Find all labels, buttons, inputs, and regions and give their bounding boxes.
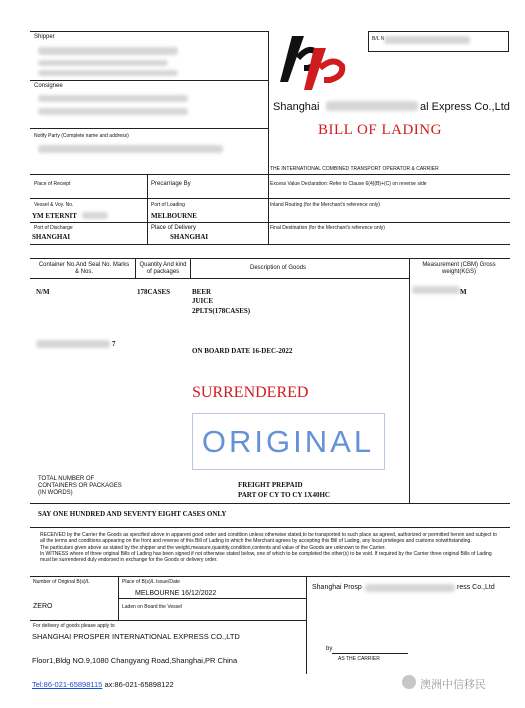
issue-place-value: MELBOURNE 16/12/2022 xyxy=(135,590,217,597)
transport-note: THE INTERNATIONAL COMBINED TRANSPORT OPERATOR & CARRIER xyxy=(270,166,439,172)
header-quantity: Quantity And kind of packages xyxy=(139,262,187,275)
doc-title: BILL OF LADING xyxy=(318,122,442,138)
notify-label: Notify Party (Complete name and address) xyxy=(34,133,129,139)
number-originals-label: Number of Original B(s)/L xyxy=(33,579,90,585)
signature-company-tail: ress Co.,Ltd xyxy=(457,584,495,591)
precarriage-label: Precarriage By xyxy=(151,181,191,187)
terms-paragraph-3: In WITNESS where of three original Bills of Lading has been signed if not otherwise stated below, one of which to be completed the other(s) to be void. If required by the Carrier three original Bills of Lading must be surrendered duly endorsed in exchange for the Goods or delivery order. xyxy=(40,550,492,564)
header-description: Description of Goods xyxy=(250,265,307,271)
issue-place-label: Place of B(s)/L Issue/Date xyxy=(122,579,180,585)
place-of-delivery-label: Place of Delivery xyxy=(151,225,197,231)
header-measurement: Measurement (CBM) Gross weight(KGS) xyxy=(422,262,496,275)
redacted-measurement xyxy=(412,286,460,294)
place-of-receipt-label: Place of Receipt xyxy=(34,181,71,187)
header-marks: Container No.And Seal No. Marks & Nos. xyxy=(38,262,130,275)
redacted-consignee xyxy=(38,95,188,102)
redacted-bl-no xyxy=(384,36,470,44)
original-stamp: ORIGINAL xyxy=(201,424,375,459)
measurement-tail: M xyxy=(460,288,467,296)
redacted-shipper-3 xyxy=(38,70,178,76)
place-of-delivery-value: SHANGHAI xyxy=(170,233,209,241)
terms-paragraph-1: RECEIVED by the Carrier the Goods as specified above in apparent good order and condition unless otherwise stated,to be transported to such place as agreed, authorized or permitted herein and subject to all the terms and conditions appearing on the front and reverse of this Bill of Lading to which the Merchant agrees by accepting this Bill of Lading, any local privileges and customs notwithstanding. xyxy=(40,532,497,545)
number-originals-value: ZERO xyxy=(33,603,53,610)
shipper-label: Shipper xyxy=(34,34,55,40)
redacted-signature-company xyxy=(365,584,455,592)
agent-contact xyxy=(32,680,174,689)
quantity-value: 178CASES xyxy=(137,288,171,296)
laden-label: Laden on Board the Vessel xyxy=(122,604,183,610)
delivery-apply-label: For delivery of goods please apply to xyxy=(33,623,115,629)
company-logo xyxy=(278,30,348,92)
excess-label: Excess Value Declaration: Refer to Clause 6(4)(B)+(C) on reverse side xyxy=(270,181,427,187)
redacted-shipper xyxy=(38,47,178,55)
terms-text xyxy=(40,532,500,563)
wechat-icon xyxy=(402,675,416,689)
total-packages-label: TOTAL NUMBER OF CONTAINERS OR PACKAGES (IN WORDS) xyxy=(38,476,122,496)
as-the-carrier-label: AS THE CARRIER xyxy=(338,656,380,662)
total-in-words: SAY ONE HUNDRED AND SEVENTY EIGHT CASES ONLY xyxy=(38,510,227,518)
redacted-consignee-2 xyxy=(38,108,188,115)
redacted-shipper-2 xyxy=(38,60,168,66)
description-line-2: JUICE xyxy=(192,297,214,305)
surrendered-stamp: SURRENDERED xyxy=(192,384,309,401)
company-name-tail: al Express Co.,Ltd xyxy=(420,101,510,113)
fax-number: ax:86-021-65898122 xyxy=(104,680,174,689)
company-name: Shanghai xyxy=(273,101,320,113)
freight-prepaid: FREIGHT PREPAID xyxy=(238,481,303,489)
redacted-vessel xyxy=(82,212,108,219)
by-label: by xyxy=(326,646,333,652)
port-of-loading-value: MELBOURNE xyxy=(151,212,197,220)
redacted-notify xyxy=(38,145,223,153)
agent-address: Floor1,Bldg NO.9,1080 Changyang Road,Shanghai,PR China xyxy=(32,656,238,665)
final-destination-label: Final Destination (for the Merchant's reference only) xyxy=(270,225,385,231)
inland-routing-label: Inland Routing (for the Merchant's reference only) xyxy=(270,202,380,208)
redacted-company xyxy=(326,101,418,111)
vessel-value: YM ETERNIT xyxy=(32,212,77,220)
port-of-discharge-value: SHANGHAI xyxy=(32,233,71,241)
redacted-container xyxy=(36,340,110,348)
description-line-1: BEER xyxy=(192,288,212,296)
marks-value: N/M xyxy=(36,288,50,296)
freight-terms: PART OF CY TO CY 1X40HC xyxy=(238,491,330,499)
signature-company: Shanghai Prosp xyxy=(312,584,362,591)
consignee-label: Consignee xyxy=(34,83,63,89)
agent-name: SHANGHAI PROSPER INTERNATIONAL EXPRESS CO.,LTD xyxy=(32,632,240,641)
watermark-text: 澳洲中信移民 xyxy=(420,678,486,691)
vessel-label: Vessel & Voy. No. xyxy=(34,202,74,208)
container-tail: 7 xyxy=(112,340,116,348)
on-board-date: ON BOARD DATE 16-DEC-2022 xyxy=(192,347,293,355)
bl-no-label: B/L N xyxy=(372,36,385,42)
terms-paragraph-2: The particulars given above as stated by the shipper and the weight,measure,quantity,condition,contents and value of the Goods are unknown to the Carrier. xyxy=(40,544,386,551)
description-line-3: 2PLTS(178CASES) xyxy=(192,307,251,315)
port-of-discharge-label: Port of Discharge xyxy=(34,225,73,231)
telephone-link[interactable]: Tel:86-021-65898115 xyxy=(32,680,103,689)
port-of-loading-label: Port of Loading xyxy=(151,202,185,208)
